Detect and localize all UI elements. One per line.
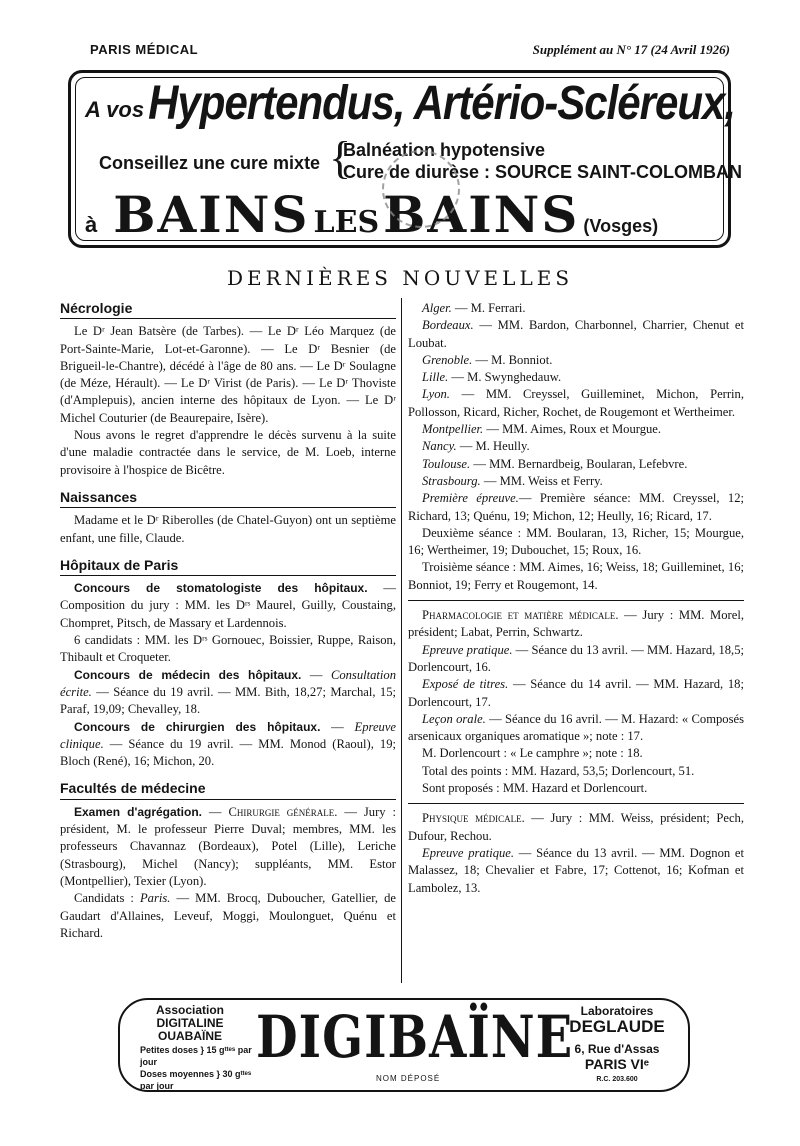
brace-icon: {: [329, 132, 352, 183]
ad-advise: Conseillez une cure mixte: [99, 153, 321, 173]
lab-name: DEGLAUDE: [569, 1017, 665, 1036]
ad-bains-2: BAINS: [383, 185, 580, 244]
ad-region: (Vosges): [583, 216, 659, 236]
concours-chirurgien-title: Concours de chirurgien des hôpitaux.: [74, 719, 321, 734]
lab-rc: R.C. 203.600: [596, 1076, 638, 1083]
list-item: [408, 317, 744, 352]
text-lyon: — MM. Creyssel, Guilleminet, Michon, Perrin, Pollosson, Ricard, Richer, Rochet, de Rougemont et Wertheimer.: [408, 387, 744, 419]
assoc-digitaline: DIGITALINE: [156, 1016, 224, 1030]
concours-medecin: Concours de médecin des hôpitaux. — Consultation écrite. — Séance du 19 avril. — MM. Bith, 18,27; Marchal, 15; Paraf, 19,09; Chevalley, 18.: [60, 667, 397, 717]
premiere-seance: — Première séance: MM. Creyssel, 12; Richard, 13; Quénu, 19; Michon, 12; Heully, 16; Ricard, 17.: [408, 491, 744, 523]
list-item: [408, 456, 744, 473]
lecon-orale: Leçon orale.: [422, 711, 486, 726]
divider: [408, 600, 744, 601]
necrologie-p1: Le Dʳ Jean Batsère (de Tarbes). — Le Dʳ Léo Marquez (de Port-Sainte-Marie, Lot-et-Garonne). — Le Dʳ Besnier (de Brigueil-le-Chantre), décédé à l'âge de 80 ans. — Le Dʳ Soulagne (de Méze, Hérault). — Le Dʳ Virist (de Paris). — Le Dʳ Thoviste (d'Amplepuis), ancien interne des hôpitaux de Lyon. — Le Dʳ Michel Couturier (de Beaurepaire, Isère).: [60, 324, 396, 425]
text-montpellier: — MM. Aimes, Roux et Mourgue.: [483, 422, 662, 437]
total-points: Total des points : MM. Hazard, 53,5; Dorlencourt, 51.: [422, 763, 695, 778]
expose-titres: Exposé de titres.: [422, 677, 509, 692]
city-toulouse: Toulouse.: [422, 456, 471, 471]
issue-info: Supplément au N° 17 (24 Avril 1926): [532, 42, 730, 57]
pharmacologie-title: Pharmacologie et matière médicale.: [422, 608, 619, 623]
list-item: [408, 642, 744, 677]
ad-doses: [140, 1044, 260, 1092]
examen-agregation: Examen d'agrégation. — Chirurgie générale. — Jury : président, M. le professeur Pierre Duval; membres, MM. les professeurs Chavannaz (Bordeaux), Potel (Lille), Leriche (Strasbourg), Michel (Nancy); suppléants, MM. Estor (Montpellier), Texier (Lyon).: [60, 804, 396, 888]
candidats-city: Paris.: [139, 891, 171, 906]
lecon-orale-text: — Séance du 16 avril. — M. Hazard: « Composés arsenicaux organiques aromatique »; note : 17.: [408, 711, 744, 744]
concours-medecin-title: Concours de médecin des hôpitaux.: [74, 667, 302, 682]
ad-balneation: Balnéation hypotensive: [343, 140, 546, 160]
heading-facultes: Facultés de médecine: [60, 780, 396, 799]
physique-epreuve-text: — Séance du 13 avril. — MM. Dognon et Malassez, 18; Chevalier et Fabre, 17; Cottenot, 16; Kofman et Lambolez, 13.: [408, 845, 745, 895]
dorlencourt-note: M. Dorlencourt : « Le camphre »; note : 18.: [422, 746, 643, 761]
deuxieme-seance: Deuxième séance : MM. Boularan, 13, Richer, 15; Mourgue, 16; Wertheimer, 19; Dubouchet, 15; Roux, 16.: [408, 525, 744, 558]
lab-city: PARIS VIᵉ: [584, 1056, 650, 1072]
ad-headline: [85, 75, 736, 130]
ad-cure: Cure de diurèse : SOURCE SAINT-COLOMBAN: [343, 162, 743, 182]
text-lille: — M. Swynghedauw.: [448, 370, 562, 385]
text-alger: — M. Ferrari.: [451, 301, 526, 315]
assoc-ouabaine: OUABAÏNE: [157, 1029, 222, 1043]
running-header: [90, 42, 730, 62]
concours-chirurgien: Concours de chirurgien des hôpitaux. — Epreuve clinique. — Séance du 19 avril. — MM. Monod (Raoul), 19; Bloch (René), 16; Michon, 20.: [60, 719, 397, 769]
city-alger: Alger.: [422, 301, 452, 315]
journal-name: PARIS MÉDICAL: [90, 42, 199, 57]
right-column: [408, 300, 744, 897]
city-montpellier: Montpellier.: [422, 422, 484, 437]
examen-agregation-text: — Jury : président, M. le professeur Pierre Duval; membres, MM. les professeurs Chavannaz (Bordeaux), Potel (Lille), Leriche (Strasbourg), Michel (Nancy); suppléants, MM. Estor (Montpellier), Texier (Lyon).: [60, 804, 396, 888]
advertisement-digibaine: [118, 998, 690, 1092]
physique-epreuve: Epreuve pratique.: [422, 845, 515, 860]
list-item: [408, 300, 744, 317]
concours-chirurgien-epreuve: Epreuve clinique.: [60, 719, 397, 751]
city-grenoble: Grenoble.: [422, 352, 473, 367]
dose-medium: Doses moyennes } 30 gᵗᵗᵉˢ par jour: [140, 1069, 252, 1091]
physique-jury: — Jury : MM. Weiss, président; Pech, Dufour, Rechou.: [408, 811, 744, 843]
list-item: [408, 421, 744, 438]
lab-address: 6, Rue d'Assas: [574, 1042, 660, 1056]
ad-les: LES: [313, 205, 380, 240]
divider: [408, 803, 744, 804]
column-divider: [401, 298, 402, 983]
city-lille: Lille.: [422, 370, 449, 385]
ad-a-vos: A vos: [85, 97, 145, 122]
examen-agregation-title: Examen d'agrégation.: [74, 804, 202, 819]
expose-titres-text: — Séance du 14 avril. — MM. Hazard, 18; Dorlencourt, 17.: [408, 677, 744, 709]
text-nancy: — M. Heully.: [456, 439, 530, 454]
list-item: [408, 438, 744, 455]
pharmacologie-jury: — Jury : MM. Morel, président; Labat, Perrin, Schwartz.: [408, 608, 744, 640]
list-item: [408, 711, 744, 746]
concours-stomatologie: [60, 580, 396, 632]
digibaine-logo: DIGIBAÏNE: [256, 1004, 574, 1072]
text-toulouse: — MM. Bernardbeig, Boularan, Lefebvre.: [470, 456, 688, 471]
text-grenoble: — M. Bonniot.: [472, 352, 553, 367]
list-item: [408, 386, 744, 421]
list-item: [408, 352, 744, 369]
candidats-paris: [60, 890, 396, 942]
epreuve-pratique-text: — Séance du 13 avril. — MM. Hazard, 18,5; Dorlencourt, 16.: [408, 642, 744, 674]
premiere-epreuve: Première épreuve.: [422, 491, 519, 506]
ad-headline-text: Hypertendus, Artério-Scléreux,: [148, 75, 736, 130]
physique-medicale: [408, 810, 744, 845]
concours-medecin-text: — Séance du 19 avril. — MM. Bith, 18,27; Marchal, 15; Paraf, 19,09; Chevalley, 18.: [60, 684, 396, 717]
troisieme-seance: Troisième séance : MM. Aimes, 16; Weiss, 18; Guilleminet, 16; Bonniot, 19; Ferry et Rougemont, 14.: [408, 560, 744, 592]
stomatologie-candidats: 6 candidats : MM. les Dʳˢ Gornouec, Boissier, Ruppe, Raison, Thibault et Croqueter.: [60, 633, 396, 665]
physique-title: Physique médicale.: [422, 811, 525, 826]
ad-bains-1: BAINS: [113, 185, 310, 244]
epreuve-pratique: Epreuve pratique.: [422, 642, 513, 657]
list-item: [408, 845, 744, 897]
ad-laboratoires: [552, 1004, 682, 1087]
heading-necrologie: Nécrologie: [60, 300, 396, 319]
list-item: [408, 490, 744, 525]
concours-stomatologie-title: Concours de stomatologiste des hôpitaux.: [74, 581, 368, 596]
examen-agregation-speciality: Chirurgie générale.: [228, 804, 338, 819]
proposes: Sont proposés : MM. Hazard et Dorlencourt.: [422, 781, 648, 796]
candidats-lead: Candidats :: [74, 891, 140, 906]
ad-a: à: [85, 212, 98, 237]
list-item: [408, 676, 744, 711]
text-strasbourg: — MM. Weiss et Ferry.: [480, 473, 603, 488]
city-nancy: Nancy.: [422, 439, 457, 454]
concours-stomatologie-text: — Composition du jury : MM. les Dʳˢ Maurel, Guilly, Coustaing, Chompret, Pitsch, de Massary et Lardennois.: [60, 581, 396, 630]
candidats-text: — MM. Brocq, Duboucher, Gatellier, de Gaudart d'Allaines, Leveuf, Moggi, Moulonguet, Quénu et Richard.: [60, 891, 396, 940]
text-bordeaux: — MM. Bardon, Charbonnel, Charrier, Chenut et Loubat.: [408, 318, 744, 350]
city-lyon: Lyon.: [422, 387, 450, 402]
section-title: DERNIÈRES NOUVELLES: [226, 266, 574, 290]
pharmacologie: [408, 607, 744, 642]
library-stamp-icon: [382, 150, 460, 228]
concours-medecin-epreuve: Consultation écrite.: [60, 667, 397, 699]
concours-chirurgien-text: — Séance du 19 avril. — MM. Monod (Raoul), 19; Bloch (René), 16; Michon, 20.: [60, 736, 396, 769]
naissances-p1: Madame et le Dʳ Riberolles (de Chatel-Guyon) ont un septième enfant, une fille, Claude.: [60, 513, 396, 545]
lab-label: Laboratoires: [580, 1004, 654, 1018]
assoc-label: Association: [155, 1003, 224, 1017]
necrologie-p2: Nous avons le regret d'apprendre le décès survenu à la suite d'une maladie contractée dans le service, de M. Loeb, interne provisoire à l'hospice de Bicêtre.: [60, 428, 396, 477]
list-item: [408, 473, 744, 490]
city-bordeaux: Bordeaux.: [422, 318, 474, 333]
heading-naissances: Naissances: [60, 489, 396, 508]
ad-association: [132, 1004, 248, 1043]
heading-hopitaux: Hôpitaux de Paris: [60, 557, 396, 576]
dose-small: Petites doses } 15 gᵗᵗᵉˢ par jour: [140, 1045, 252, 1067]
city-strasbourg: Strasbourg.: [422, 473, 481, 488]
left-column: [60, 300, 396, 942]
nom-depose: NOM DÉPOSÉ: [376, 1074, 441, 1083]
list-item: [408, 369, 744, 386]
